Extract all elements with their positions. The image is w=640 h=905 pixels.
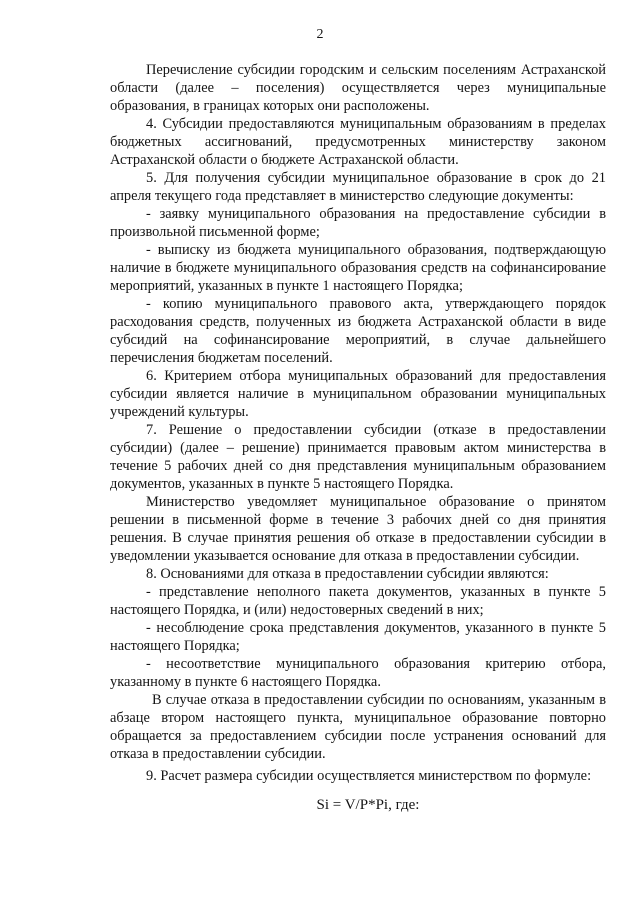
page-number: 2	[316, 27, 324, 42]
list-item-legal-act-copy: - копию муниципального правового акта, утверждающего порядок расходования средств, полученных из бюджета Астраханской области в виде субсидий на софинансирование мероприятий, в случае дальнейшего перечисления бюджетам поселений.	[110, 296, 606, 366]
paragraph-4: 4. Субсидии предоставляются муниципальным образованиям в пределах бюджетных ассигнований, предусмотренных министерству законом Астраханской области о бюджете Астраханской области.	[110, 116, 606, 168]
document-body	[110, 61, 606, 785]
paragraph-refusal-reapply: В случае отказа в предоставлении субсидии по основаниям, указанным в абзаце втором настоящего пункта, муниципальное образование повторно обращается за предоставлением субсидии после устранения оснований для отказа в предоставлении субсидии.	[110, 692, 606, 762]
list-item-criterion-mismatch: - несоответствие муниципального образования критерию отбора, указанному в пункте 6 настоящего Порядка.	[110, 656, 606, 690]
paragraph-9: 9. Расчет размера субсидии осуществляется министерством по формуле:	[146, 768, 592, 784]
paragraph-6: 6. Критерием отбора муниципальных образований для предоставления субсидии является наличие в муниципальном образовании муниципальных учреждений культуры.	[110, 368, 606, 420]
list-item-incomplete-package: - представление неполного пакета документов, указанных в пункте 5 настоящего Порядка, и (или) недостоверных сведений в них;	[110, 584, 606, 618]
list-item-application: - заявку муниципального образования на предоставление субсидии в произвольной письменной форме;	[110, 206, 606, 240]
paragraph-5: 5. Для получения субсидии муниципальное образование в срок до 21 апреля текущего года представляет в министерство следующие документы:	[110, 170, 606, 204]
list-item-deadline-violation: - несоблюдение срока представления документов, указанного в пункте 5 настоящего Порядка;	[110, 620, 606, 654]
list-item-budget-extract: - выписку из бюджета муниципального образования, подтверждающую наличие в бюджете муниципального образования средств на софинансирование мероприятий, указанных в пункте 1 настоящего Порядка;	[110, 242, 606, 294]
paragraph-7: 7. Решение о предоставлении субсидии (отказе в предоставлении субсидии) (далее – решение) принимается правовым актом министерства в течение 5 рабочих дней со дня представления муниципальным образованием документов, указанных в пункте 5 настоящего Порядка.	[110, 422, 606, 492]
paragraph-notification: Министерство уведомляет муниципальное образование о принятом решении в письменной форме в течение 3 рабочих дней со дня принятия решения. В случае принятия решения об отказе в предоставлении субсидии в уведомлении указывается основание для отказа в предоставлении субсидии.	[110, 494, 606, 564]
subsidy-formula: Si = V/P*Pi, где:	[316, 797, 420, 813]
paragraph-8: 8. Основаниями для отказа в предоставлении субсидии являются:	[146, 566, 549, 582]
paragraph-transfer: Перечисление субсидии городским и сельским поселениям Астраханской области (далее – поселения) осуществляется через муниципальные образования, в границах которых они расположены.	[110, 62, 606, 114]
